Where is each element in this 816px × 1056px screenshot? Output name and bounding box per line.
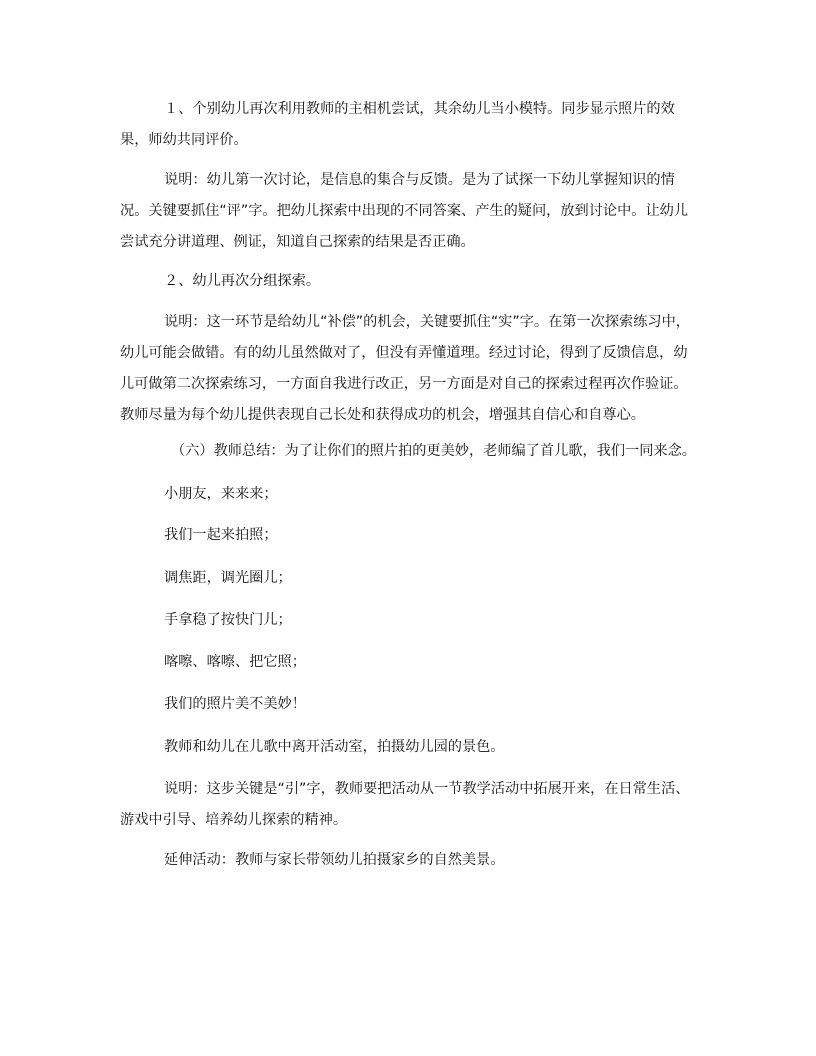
song-line-6: 我们的照片美不美妙！ <box>164 696 306 712</box>
paragraph-step-1: １、个别幼儿再次利用教师的主相机尝试，其余幼儿当小模特。同步显示照片的效果，师幼共同评价。 <box>120 101 675 148</box>
song-line-5: 喀嚓、喀嚓、把它照； <box>164 654 306 670</box>
paragraph-explanation-1: 说明：幼儿第一次讨论，是信息的集合与反馈。是为了试探一下幼儿掌握知识的情况。关键要抓住“评”字。把幼儿探索中出现的不同答案、产生的疑问，放到讨论中。让幼儿尝试充分讲道理、例证，知道自己探索的结果是否正确。 <box>120 172 689 250</box>
paragraph-teacher-summary: （六）教师总结：为了让你们的照片拍的更美妙，老师编了首儿歌，我们一同来念。 <box>171 443 696 459</box>
paragraph-explanation-2: 说明：这一环节是给幼儿“补偿”的机会，关键要抓住“实”字。在第一次探索练习中，幼儿可能会做错。有的幼儿虽然做对了，但没有弄懂道理。经过讨论，得到了反馈信息，幼儿可做第二次探索练习，一方面自我进行改正，另一方面是对自己的探索过程再次作验证。教师尽量为每个幼儿提供表现自己长处和获得成功的机会，增强其自信心和自尊心。 <box>120 314 690 423</box>
paragraph-step-2: ２、幼儿再次分组探索。 <box>164 273 321 289</box>
song-line-4: 手拿稳了按快门儿； <box>164 612 292 628</box>
song-line-2: 我们一起来拍照； <box>164 527 278 543</box>
song-line-1: 小朋友，来来来； <box>164 486 278 502</box>
paragraph-extension-activity: 延伸活动：教师与家长带领幼儿拍摄家乡的自然美景。 <box>164 852 505 868</box>
paragraph-leave-classroom: 教师和幼儿在儿歌中离开活动室，拍摄幼儿园的景色。 <box>164 739 505 755</box>
song-line-3: 调焦距，调光圈儿； <box>164 570 292 586</box>
paragraph-explanation-3: 说明：这步关键是“引”字，教师要把活动从一节教学活动中拓展开来，在日常生活、游戏中引导、培养幼儿探索的精神。 <box>120 781 690 828</box>
